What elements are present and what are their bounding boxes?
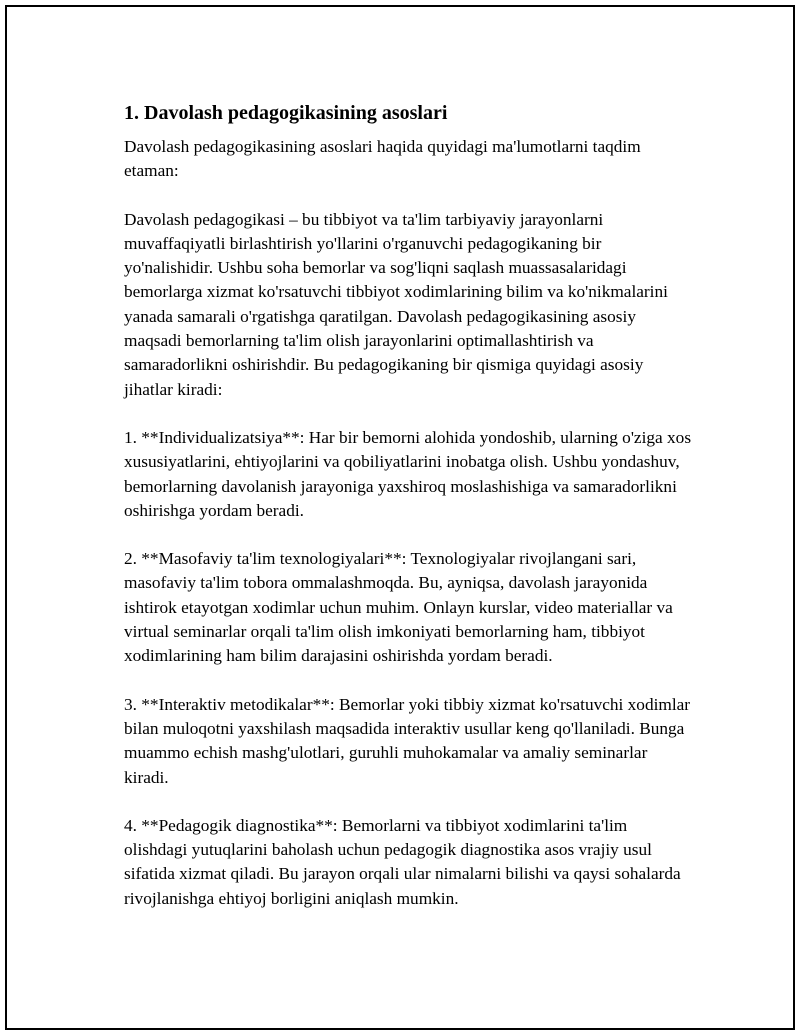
definition-paragraph: Davolash pedagogikasi – bu tibbiyot va ta'lim tarbiyaviy jarayonlarni muvaffaqiyatli birlashtirish yo'llarini o'rganuvchi pedagogikaning bir yo'nalishidir. Ushbu soha bemorlar va sog'liqni saqlash muassasalaridagi bemorlarga xizmat ko'rsatuvchi tibbiyot xodimlarining bilim va ko'nikmalarini yanada samarali o'rgatishga qaratilgan. Davolash pedagogikasining asosiy maqsadi bemorlarning ta'lim olish jarayonlarini optimallashtirish va samaradorlikni oshirishdir. Bu pedagogikaning bir qismiga quyidagi asosiy jihatlar kiradi: (124, 209, 668, 399)
document-body (124, 99, 694, 935)
intro-paragraph: Davolash pedagogikasining asoslari haqida quyidagi ma'lumotlarni taqdim etaman: (124, 137, 641, 181)
page-border (5, 5, 795, 1030)
section-heading: 1. Davolash pedagogikasining asoslari (124, 102, 448, 124)
list-item-masofaviy-talim: 2. **Masofaviy ta'lim texnologiyalari**: Texnologiyalar rivojlangani sari, masofaviy ta'lim tobora ommalashmoqda. Bu, ayniqsa, davolash jarayonida ishtirok etayotgan xodimlar uchun muhim. Onlayn kurslar, video materiallar va virtual seminarlar orqali ta'lim olish imkoniyati bemorlarning ham, tibbiyot xodimlarining ham bilim darajasini oshirishda yordam beradi. (124, 549, 673, 666)
list-item-individualizatsiya: 1. **Individualizatsiya**: Har bir bemorni alohida yondoshib, ularning o'ziga xos xususiyatlarini, ehtiyojlarini va qobiliyatlarini inobatga olish. Ushbu yondashuv, bemorlarning davolanish jarayoniga yaxshiroq moslashishiga va samaradorlikni oshirishga yordam beradi. (124, 427, 692, 520)
list-item-interaktiv-metodikalar: 3. **Interaktiv metodikalar**: Bemorlar yoki tibbiy xizmat ko'rsatuvchi xodimlar bilan muloqotni yaxshilash maqsadida interaktiv usullar keng qo'llaniladi. Bunga muammo echish mashg'ulotlari, guruhli muhokamalar va amaliy seminarlar kiradi. (124, 694, 691, 787)
list-item-pedagogik-diagnostika: 4. **Pedagogik diagnostika**: Bemorlarni va tibbiyot xodimlarini ta'lim olishdagi yutuqlarini baholash uchun pedagogik diagnostika asos vrajiy usul sifatida xizmat qiladi. Bu jarayon orqali ular nimalarni bilishi va qaysi sohalarda rivojlanishga ehtiyoj borligini aniqlash mumkin. (124, 815, 681, 908)
